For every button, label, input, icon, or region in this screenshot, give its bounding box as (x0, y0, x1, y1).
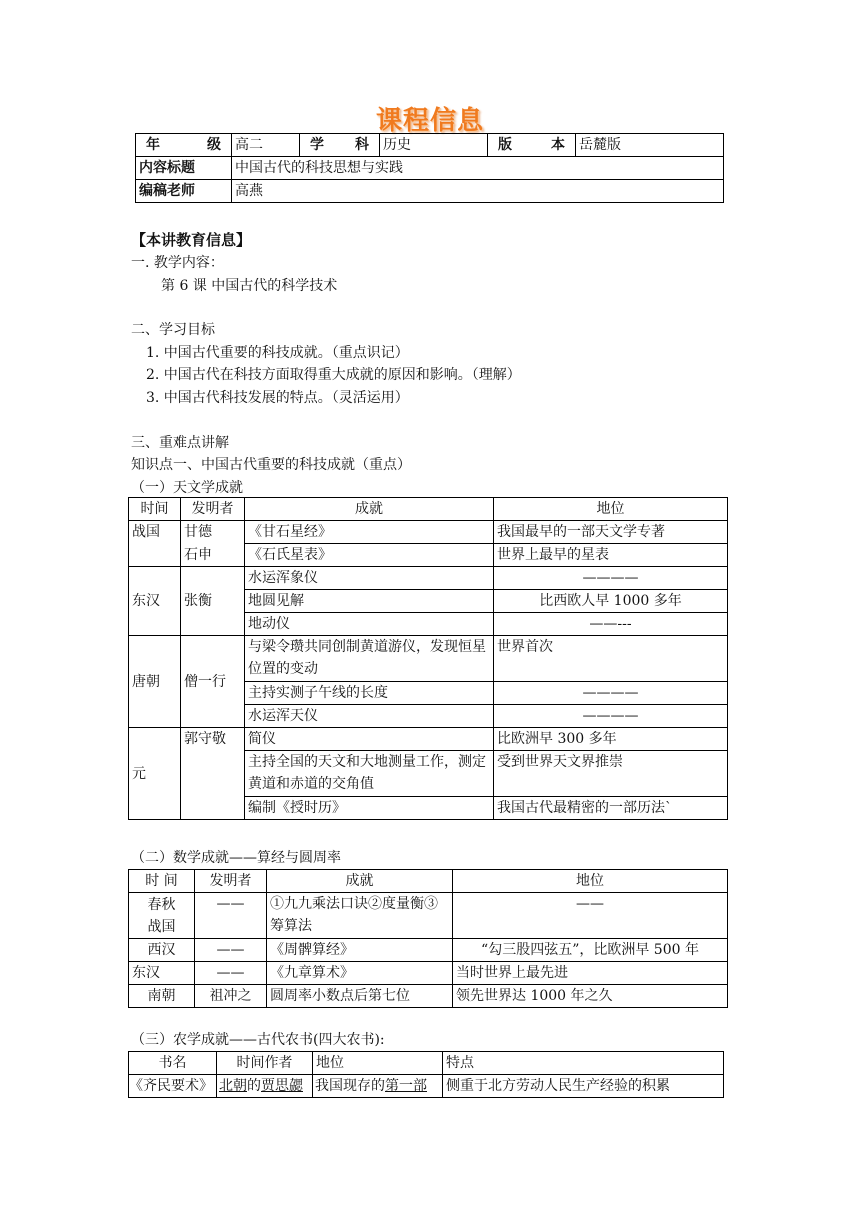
math-position: “勾三股四弦五”，比欧洲早 500 年 (453, 939, 728, 962)
math-time-line-1: 春秋 (147, 896, 176, 913)
edition-value: 岳麓版 (576, 134, 724, 157)
s1-lesson: 第 6 课 中国古代的科学技术 (161, 278, 338, 294)
math-time-line-2: 战国 (147, 918, 176, 935)
agri-header-feature: 特点 (443, 1052, 724, 1075)
math-inventor: —— (195, 939, 267, 962)
math-achievement: 圆周率小数点后第七位 (267, 985, 453, 1008)
math-time: 南朝 (129, 985, 195, 1008)
doc-title: 课程信息 (375, 106, 484, 136)
astro-achievement: 主持实测子午线的长度 (245, 682, 494, 705)
agri-author: 贾思勰 (261, 1078, 303, 1094)
astro-position: ———— (494, 567, 728, 590)
math-position: 领先世界达 1000 年之久 (453, 985, 728, 1008)
astro-inventor: 甘德 (181, 521, 245, 544)
math-inventor: 祖冲之 (195, 985, 267, 1008)
math-position: 当时世界上最先进 (453, 962, 728, 985)
astro-achievement: 简仪 (245, 728, 494, 751)
s1-title: 一. 教学内容： (131, 255, 224, 271)
math-inventor: —— (195, 962, 267, 985)
agri-time-author (217, 1075, 313, 1098)
agri-feature: 侧重于北方劳动人民生产经验的积累 (443, 1075, 724, 1098)
astro-achievement: 与梁令瓒共同创制黄道游仪，发现恒星位置的变动 (245, 636, 494, 682)
s2-item-3: 3. 中国古代科技发展的特点。（灵活运用） (146, 390, 409, 406)
astro-header-position: 地位 (494, 498, 728, 521)
agri-header-name: 书名 (129, 1052, 217, 1075)
astro-inventor: 张衡 (181, 567, 245, 636)
astronomy-table (128, 497, 728, 820)
teacher-label: 编稿老师 (136, 180, 232, 203)
s3-title: 三、重难点讲解 (131, 435, 229, 451)
agriculture-table (128, 1051, 724, 1098)
s2-item-1: 1. 中国古代重要的科技成就。（重点识记） (146, 345, 409, 361)
astro-achievement: 《石氏星表》 (245, 544, 494, 567)
astro-achievement: 主持全国的天文和大地测量工作，测定黄道和赤道的交角值 (245, 751, 494, 797)
s2-item-2: 2. 中国古代在科技方面取得重大成就的原因和影响。（理解） (146, 367, 521, 383)
agri-caption: （三）农学成就——古代农书(四大农书): (131, 1032, 385, 1048)
astro-header-inventor: 发明者 (181, 498, 245, 521)
agri-header-position: 地位 (313, 1052, 443, 1075)
astro-position: 我国古代最精密的一部历法` (494, 797, 728, 820)
s3-point1: 知识点一、中国古代重要的科技成就（重点） (131, 457, 411, 473)
agri-mid: 的 (247, 1078, 261, 1094)
grade-label: 年 级 (136, 134, 232, 157)
astro-header-time: 时间 (129, 498, 181, 521)
subject-label: 学 科 (300, 134, 380, 157)
astro-position: 受到世界天文界推崇 (494, 751, 728, 797)
s2-title: 二、学习目标 (131, 322, 215, 338)
math-header-inventor: 发明者 (195, 870, 267, 893)
course-info-table (135, 133, 724, 203)
grade-value: 高二 (232, 134, 300, 157)
math-header-achievement: 成就 (267, 870, 453, 893)
astro-header-achievement: 成就 (245, 498, 494, 521)
math-time (129, 893, 195, 939)
astro-inventor: 郭守敬 (181, 728, 245, 820)
astro-caption: （一）天文学成就 (131, 480, 243, 496)
astro-achievement: 《甘石星经》 (245, 521, 494, 544)
content-label: 内容标题 (136, 157, 232, 180)
math-achievement: 《九章算术》 (267, 962, 453, 985)
teacher-value: 高燕 (232, 180, 724, 203)
astro-time: 战国 (129, 521, 181, 567)
agri-header-time-author: 时间作者 (217, 1052, 313, 1075)
subject-value: 历史 (380, 134, 488, 157)
astro-time: 东汉 (129, 567, 181, 636)
agri-position (313, 1075, 443, 1098)
math-achievement: ①九九乘法口诀②度量衡③筹算法 (267, 893, 453, 939)
astro-position: 比西欧人早 1000 多年 (494, 590, 728, 613)
astro-position: 我国最早的一部天文学专著 (494, 521, 728, 544)
math-table (128, 869, 728, 1008)
astro-time: 元 (129, 728, 181, 820)
astro-position: ——--- (494, 613, 728, 636)
edition-label: 版 本 (488, 134, 576, 157)
agri-time: 北朝 (219, 1078, 247, 1094)
astro-achievement: 地动仪 (245, 613, 494, 636)
math-time: 东汉 (129, 962, 195, 985)
astro-time: 唐朝 (129, 636, 181, 728)
astro-position: ———— (494, 705, 728, 728)
math-time: 西汉 (129, 939, 195, 962)
astro-position: 世界上最早的星表 (494, 544, 728, 567)
astro-position: 比欧洲早 300 多年 (494, 728, 728, 751)
astro-achievement: 编制《授时历》 (245, 797, 494, 820)
agri-book-name: 《齐民要术》 (129, 1075, 217, 1098)
agri-position-a: 我国现存的 (315, 1078, 385, 1094)
math-achievement: 《周髀算经》 (267, 939, 453, 962)
math-caption: （二）数学成就——算经与圆周率 (131, 850, 341, 866)
agri-position-b: 第一部 (385, 1078, 427, 1094)
astro-achievement: 地圆见解 (245, 590, 494, 613)
math-position: —— (453, 893, 728, 939)
astro-position: ———— (494, 682, 728, 705)
section-heading: 【本讲教育信息】 (131, 231, 252, 249)
math-header-position: 地位 (453, 870, 728, 893)
math-header-time: 时 间 (129, 870, 195, 893)
astro-inventor: 僧一行 (181, 636, 245, 728)
astro-achievement: 水运浑象仪 (245, 567, 494, 590)
math-inventor: —— (195, 893, 267, 939)
astro-position: 世界首次 (494, 636, 728, 682)
astro-achievement: 水运浑天仪 (245, 705, 494, 728)
content-value: 中国古代的科技思想与实践 (232, 157, 724, 180)
astro-inventor: 石申 (181, 544, 245, 567)
